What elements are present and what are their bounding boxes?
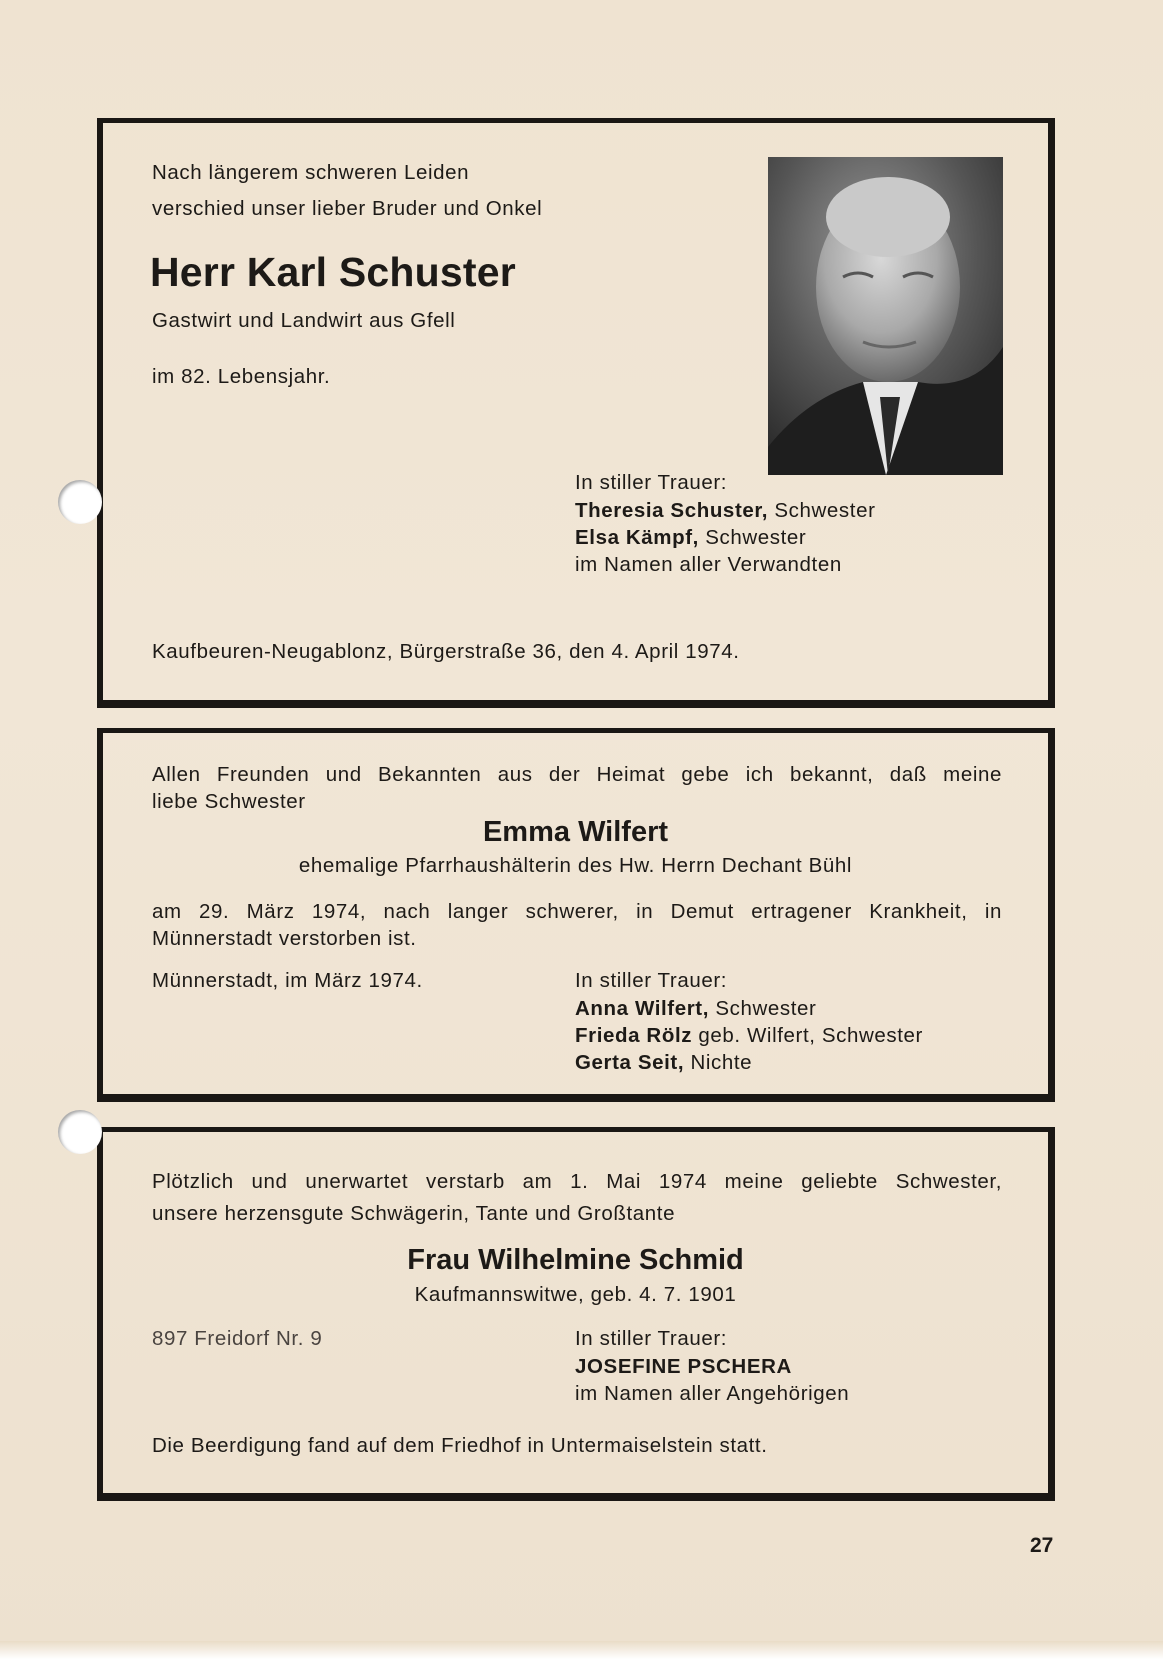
portrait-image: [768, 157, 1003, 475]
age: im 82. Lebensjahr.: [152, 365, 331, 388]
relatives-line: im Namen aller Verwandten: [575, 553, 842, 576]
mourner-3-name: Gerta Seit,: [575, 1051, 685, 1074]
relatives-line: im Namen aller Angehörigen: [575, 1382, 850, 1405]
obituary-emma-wilfert: [97, 728, 1055, 1102]
intro-line-2: verschied unser lieber Bruder und Onkel: [152, 197, 543, 220]
mourner-2: [575, 524, 806, 551]
occupation: Gastwirt und Landwirt aus Gfell: [152, 309, 456, 332]
intro-line-2: liebe Schwester: [152, 790, 306, 813]
mourner-3-relation: Nichte: [690, 1051, 753, 1074]
intro-line-2: unsere herzensgute Schwägerin, Tante und Großtante: [152, 1202, 676, 1225]
mourner-2-relation: Schwester: [705, 526, 807, 549]
occupation: ehemalige Pfarrhaushälterin des Hw. Herrn Dechant Bühl: [298, 854, 853, 877]
intro-line-1: Allen Freunden und Bekannten aus der Heimat gebe ich bekannt, daß meine: [152, 763, 1002, 786]
page-number: 27: [1030, 1534, 1054, 1557]
place-date: Münnerstadt, im März 1974.: [152, 969, 423, 992]
mourner-2-name: Elsa Kämpf,: [575, 526, 699, 549]
portrait-photo: [768, 157, 1003, 475]
place-date: Kaufbeuren-Neugablonz, Bürgerstraße 36, den 4. April 1974.: [152, 640, 740, 663]
mourner-2-relation: geb. Wilfert, Schwester: [698, 1024, 923, 1047]
occupation: Kaufmannswitwe, geb. 4. 7. 1901: [414, 1283, 737, 1306]
mourner-1-relation: Schwester: [774, 499, 876, 522]
deceased-name: Herr Karl Schuster: [150, 249, 516, 295]
mourning-heading: In stiller Trauer:: [575, 471, 728, 494]
mourner-1-name: Anna Wilfert,: [575, 997, 710, 1020]
mourner-3: [575, 1049, 752, 1076]
deceased-name: Emma Wilfert: [482, 816, 669, 848]
death-line-2: Münnerstadt verstorben ist.: [152, 927, 417, 950]
funeral-line: Die Beerdigung fand auf dem Friedhof in Untermaiselstein statt.: [152, 1434, 768, 1457]
mourning-heading: In stiller Trauer:: [575, 969, 728, 992]
obituary-wilhelmine-schmid: [97, 1127, 1055, 1501]
mourning-heading: In stiller Trauer:: [575, 1327, 728, 1350]
mourner-1: [575, 497, 876, 524]
mourner-2: [575, 1022, 923, 1049]
intro-line-1: Nach längerem schweren Leiden: [152, 161, 470, 184]
punch-hole-upper: [58, 480, 102, 524]
obituary-karl-schuster: [97, 118, 1055, 708]
mourner-1: [575, 995, 816, 1022]
address: 897 Freidorf Nr. 9: [152, 1327, 323, 1350]
scan-edge: [0, 1641, 1163, 1671]
intro-line-1: Plötzlich und unerwartet verstarb am 1. Mai 1974 meine geliebte Schwester,: [152, 1170, 1002, 1193]
mourner-2-name: Frieda Rölz: [575, 1024, 693, 1047]
death-line-1: am 29. März 1974, nach langer schwerer, in Demut ertragener Krankheit, in: [152, 900, 1002, 923]
punch-hole-lower: [58, 1110, 102, 1154]
mourner-1-name: Theresia Schuster,: [575, 499, 769, 522]
mourner-name: JOSEFINE PSCHERA: [575, 1355, 792, 1378]
deceased-name: Frau Wilhelmine Schmid: [407, 1244, 744, 1276]
mourner-1-relation: Schwester: [715, 997, 817, 1020]
